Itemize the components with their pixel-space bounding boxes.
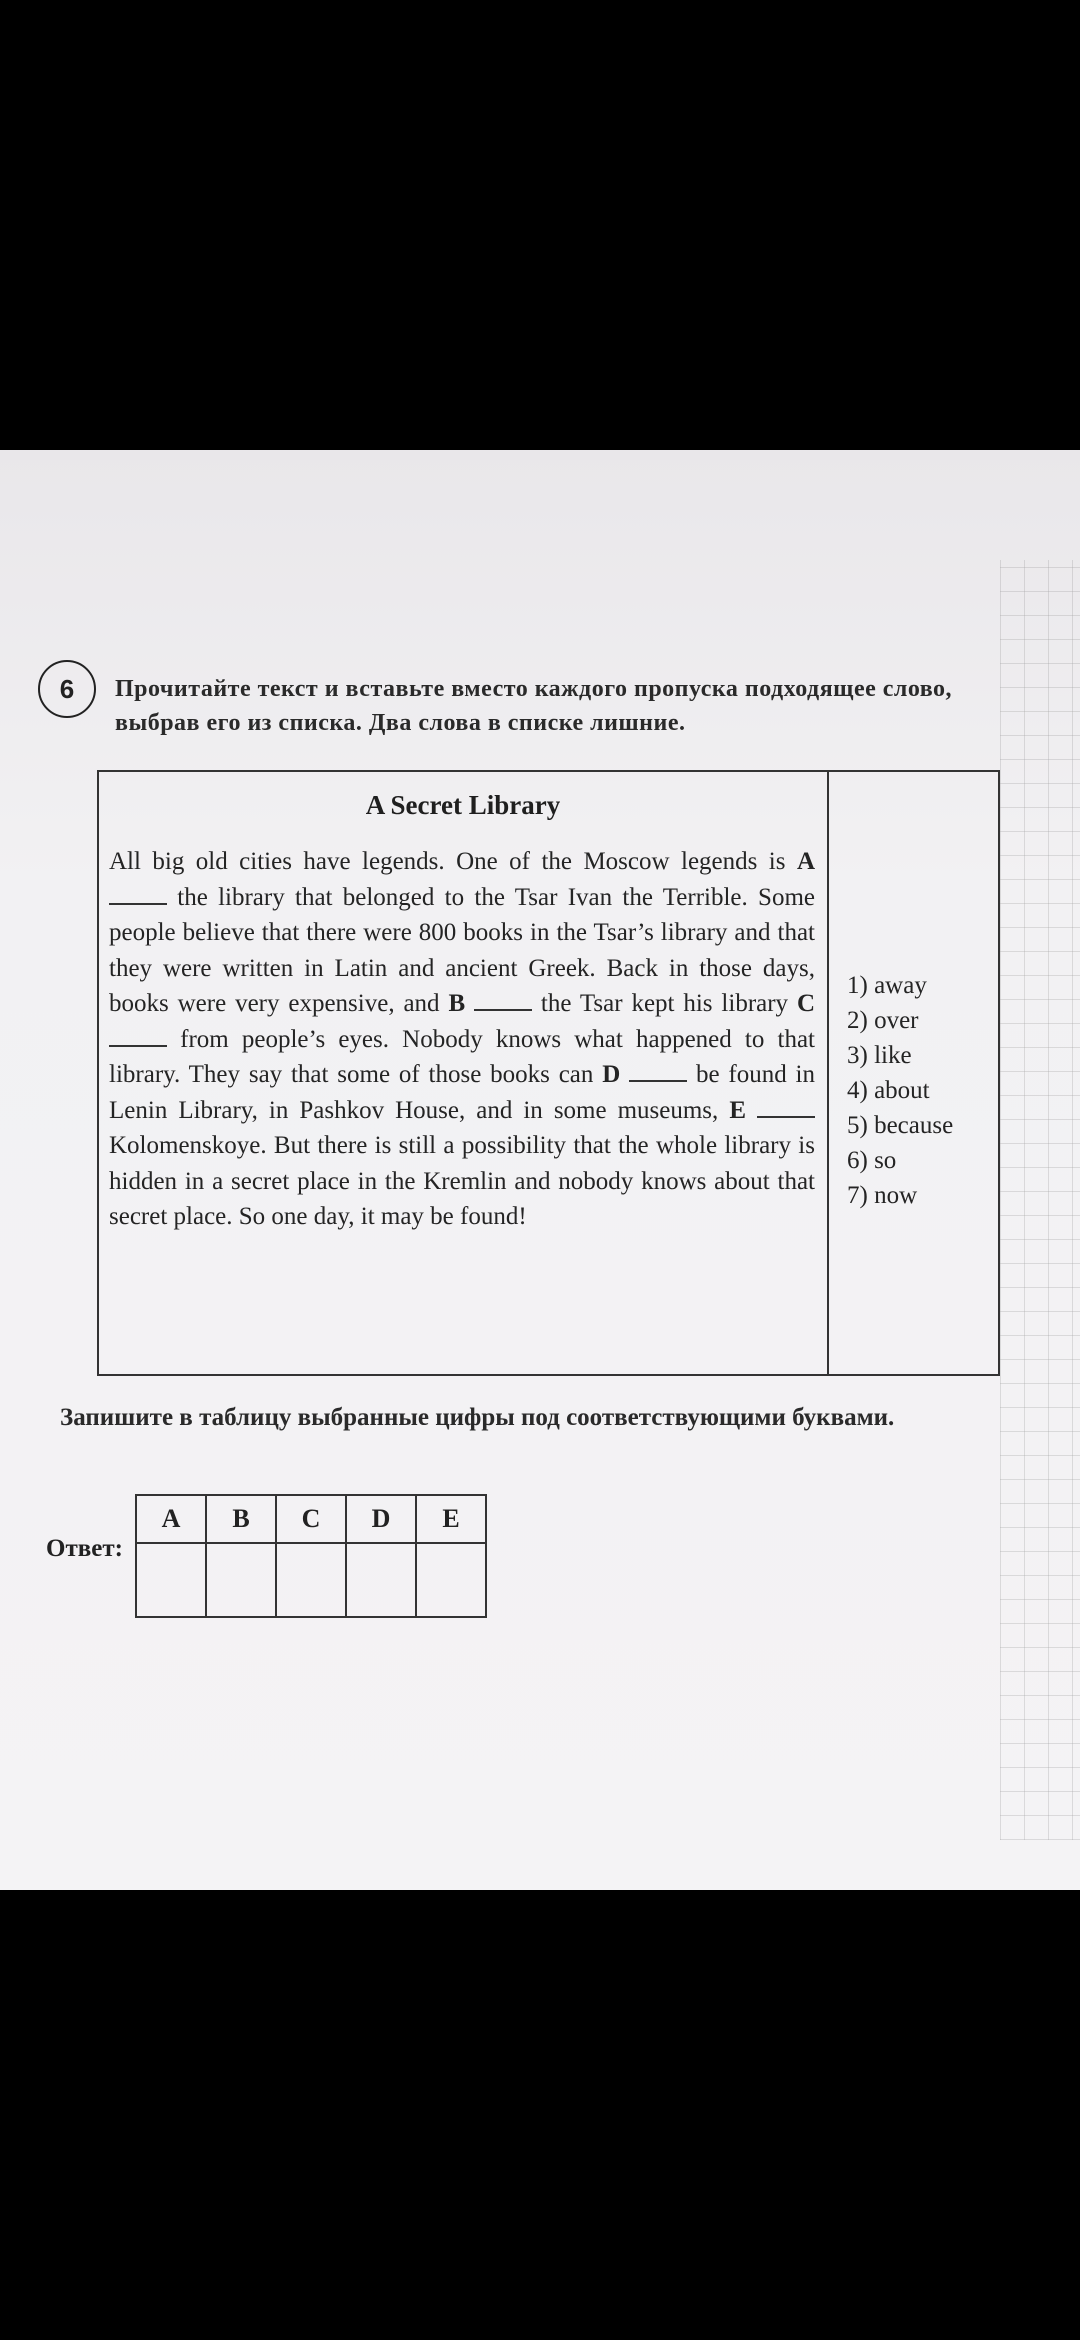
answer-header-d: D [346,1495,416,1543]
top-black-bar [0,0,1080,450]
gap-blank-e [757,1098,815,1118]
grid-margin [1000,560,1080,1840]
gap-letter-b: B [448,990,466,1017]
answer-header-e: E [416,1495,486,1543]
answer-label: Ответ: [46,1535,123,1562]
answer-header-c: C [276,1495,346,1543]
passage-segment: from people’s eyes. Nobody knows what happened to that library. They say that some of those books can [109,1025,815,1088]
word-option: 3) like [847,1042,912,1069]
answer-table [135,1494,487,1618]
passage-text [109,844,815,1235]
gap-letter-c: C [796,990,816,1017]
passage-frame [97,770,1000,1376]
answer-header-b: B [206,1495,276,1543]
passage-segment: be found in Lenin Library, in Pashkov House, and in some museums, [109,1061,815,1124]
word-option: 7) now [847,1182,918,1209]
answer-cell-d[interactable] [346,1543,416,1617]
word-option: 2) over [847,1007,919,1034]
gap-blank-c [109,1027,167,1047]
answer-instruction: Запишите в таблицу выбранные цифры под соответствующими буквами. [60,1404,895,1431]
task-instruction: Прочитайте текст и вставьте вместо каждого пропуска подходящее слово, выбрав его из списка. Два слова в списке лишние. [115,676,953,736]
task-number-badge: 6 [38,660,96,718]
word-option: 6) so [847,1147,897,1174]
word-options-list [847,968,953,1213]
word-option: 5) because [847,1112,954,1139]
answer-cell-e[interactable] [416,1543,486,1617]
gap-letter-d: D [602,1061,621,1088]
answer-cell-b[interactable] [206,1543,276,1617]
bottom-black-bar [0,1890,1080,2340]
word-option: 1) away [847,972,927,999]
word-option: 4) about [847,1077,930,1104]
passage-segment: the Tsar kept his library [532,990,797,1017]
passage-segment: All big old cities have legends. One of the Moscow legends is [109,848,797,875]
passage-title: A Secret Library [365,790,561,820]
gap-blank-a [109,885,167,905]
answer-header-a: A [136,1495,206,1543]
answer-cell-a[interactable] [136,1543,206,1617]
gap-letter-e: E [729,1096,746,1124]
passage-segment: the library that belonged to the Tsar Ivan the Terrible. Some people believe that there were 800 books in the Tsar’s library and that they were written in Latin and ancient Greek. Back in those days, books were very expensive, and [109,883,815,1017]
answer-cell-c[interactable] [276,1543,346,1617]
frame-divider [827,772,829,1374]
passage-segment: Kolomenskoye. But there is still a possibility that the whole library is hidden in a secret place in the Kremlin and nobody knows about that secret place. So one day, it may be found! [109,1132,815,1230]
gap-letter-a: A [796,848,815,875]
gap-blank-b [474,991,532,1011]
gap-blank-d [629,1062,687,1082]
